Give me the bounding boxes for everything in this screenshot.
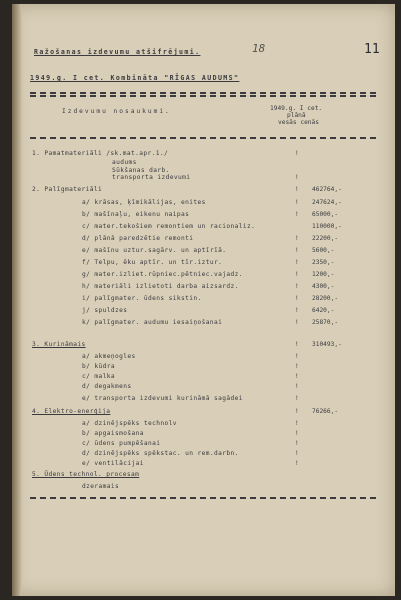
row-label: a/ akmeņogles	[82, 353, 136, 360]
row-value: 76266,-	[312, 408, 339, 415]
column-separator: !	[295, 307, 299, 314]
row-label: a/ dzinējspēks technolv	[82, 420, 177, 427]
row-label: dzeramais	[82, 483, 120, 490]
page-number: 11	[364, 42, 380, 57]
column-separator: !	[295, 383, 299, 390]
row-label: 1. Pamatmateriāli /sk.mat.apr.1./	[32, 150, 169, 157]
row-label: transporta izdevumi	[112, 174, 191, 181]
row-label: d/ degakmens	[82, 383, 132, 390]
document-subtitle: 1949.g. I cet. Kombināta "RĪGAS AUDUMS"	[30, 74, 240, 82]
row-label: c/ ūdens pumpēšanai	[82, 440, 161, 447]
column-separator: !	[295, 199, 299, 206]
row-value: 25870,-	[312, 319, 339, 326]
column-separator: !	[295, 150, 299, 157]
row-value: 5600,-	[312, 247, 335, 254]
row-value: 1200,-	[312, 271, 335, 278]
row-value: 247624,-	[312, 199, 342, 206]
document-title: Ražošanas izdevumu atšifrējumi.	[34, 48, 201, 56]
column-header-value-line1: 1949.g. I cet.	[270, 105, 323, 112]
row-label: audums	[112, 159, 137, 166]
row-label: c/ mater.tekošiem remontiem un racionaliz.	[82, 223, 256, 230]
row-label: h/ materiāli izlietoti darba aizsardz.	[82, 283, 239, 290]
column-separator: !	[295, 174, 299, 181]
row-label: b/ apgaismošana	[82, 430, 144, 437]
row-label: a/ krāsas, ķīmikālijas, enites	[82, 199, 206, 206]
column-separator: !	[295, 319, 299, 326]
column-separator: !	[295, 353, 299, 360]
column-separator: !	[295, 341, 299, 348]
column-separator: !	[295, 363, 299, 370]
table-header-border	[30, 137, 376, 139]
row-value: 65000,-	[312, 211, 339, 218]
row-label: 3. Kurināmais	[32, 341, 86, 348]
column-separator: !	[295, 259, 299, 266]
column-header-name: Izdevumu nosaukumi.	[62, 108, 171, 115]
row-label: k/ palīgmater. audumu iesaiņošanai	[82, 319, 223, 326]
row-label: d/ dzinējspēks spēkstac. un rem.darbn.	[82, 450, 239, 457]
row-label: d/ plānā paredzētie remonti	[82, 235, 194, 242]
column-separator: !	[295, 440, 299, 447]
row-value: 2350,-	[312, 259, 335, 266]
row-value: 6420,-	[312, 307, 335, 314]
column-separator: !	[295, 295, 299, 302]
row-label: Sūkšanas darb.	[112, 167, 170, 174]
row-label: i/ palīgmater. ūdens sikstin.	[82, 295, 202, 302]
column-separator: !	[295, 247, 299, 254]
column-separator: !	[295, 408, 299, 415]
column-separator: !	[295, 271, 299, 278]
column-separator: !	[295, 283, 299, 290]
row-label: 5. Ūdens technol. procesam	[32, 471, 140, 478]
row-value: 28200,-	[312, 295, 339, 302]
column-separator: !	[295, 211, 299, 218]
row-label: j/ spuldzes	[82, 307, 128, 314]
row-label: e/ transporta izdevumi kurināmā sagādei	[82, 395, 243, 402]
row-label: 4. Elektro-enerģija	[32, 408, 111, 415]
column-separator: !	[295, 235, 299, 242]
row-value: 110000,-	[312, 223, 342, 230]
column-header-value-line3: vesās cenās	[278, 119, 319, 126]
row-label: e/ mašīnu uztur.sagārv. un aptīrīā.	[82, 247, 227, 254]
row-label: b/ kūdra	[82, 363, 116, 370]
column-separator: !	[295, 420, 299, 427]
document-page	[12, 4, 395, 596]
column-separator: !	[295, 373, 299, 380]
column-separator: !	[295, 430, 299, 437]
row-value: 22200,-	[312, 235, 339, 242]
row-value: 4300,-	[312, 283, 335, 290]
column-separator: !	[295, 460, 299, 467]
pencil-page-mark: 18	[252, 42, 266, 55]
row-label: c/ malka	[82, 373, 116, 380]
row-value: 462764,-	[312, 186, 342, 193]
column-separator: !	[295, 450, 299, 457]
row-label: b/ mašīnaļu, eikenu naipas	[82, 211, 190, 218]
row-label: 2. Palīgmateriāli	[32, 186, 103, 193]
table-top-border	[30, 92, 376, 94]
row-label: g/ mater.izliet.rūpniec.pētniec.vajadz.	[82, 271, 243, 278]
row-value: 310493,-	[312, 341, 342, 348]
column-header-value-line2: plānā	[287, 112, 306, 119]
row-label: f/ Telpu, ēku aptīr. un tīr.iztur.	[82, 259, 223, 266]
row-label: e/ ventilācijai	[82, 460, 144, 467]
column-separator: !	[295, 395, 299, 402]
column-separator: !	[295, 186, 299, 193]
table-bottom-border	[30, 497, 376, 499]
table-top-border-double	[30, 95, 376, 97]
